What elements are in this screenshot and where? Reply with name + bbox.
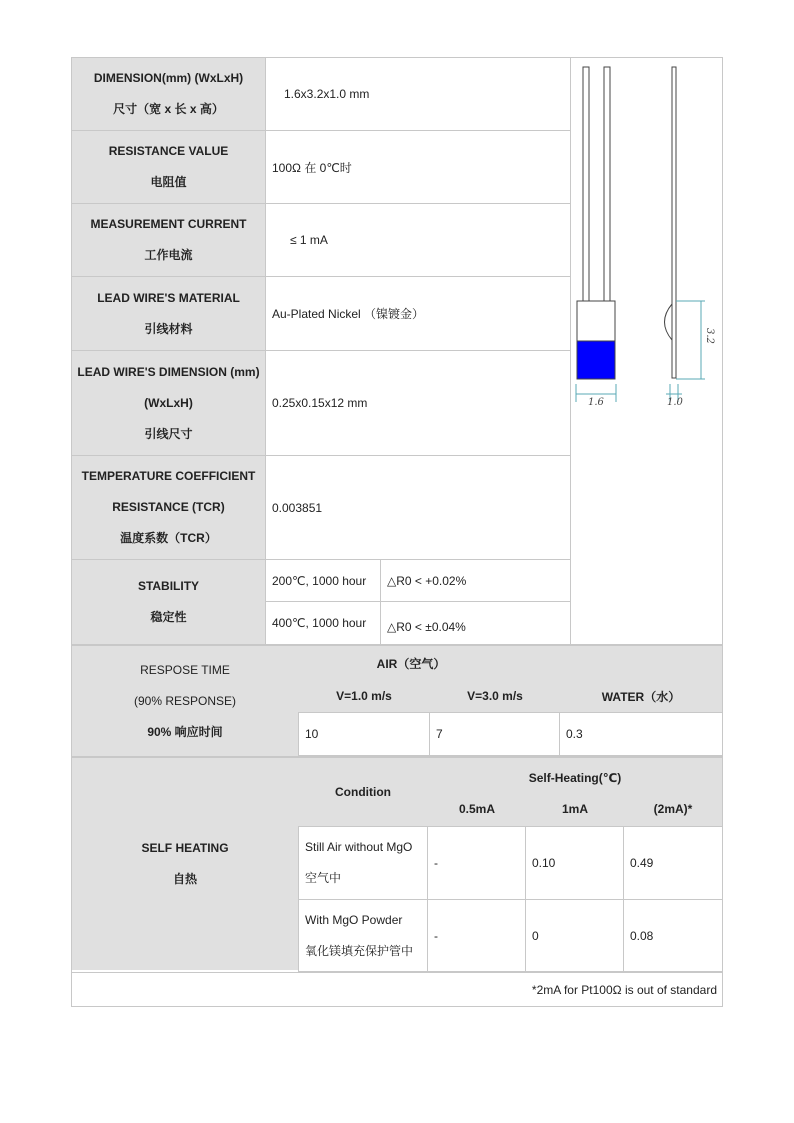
spec-label-stability: STABILITY 稳定性 (72, 560, 265, 644)
side-lead (672, 67, 676, 378)
sh-value-still-air-1ma: 0.10 (526, 826, 624, 899)
sh-value-mgo-2ma: 0.08 (624, 899, 722, 972)
sh-col-1ma: 1mA (561, 802, 588, 816)
spec-value-current: ≤ 1 mA (265, 204, 571, 277)
response-label: RESPOSE TIME (90% RESPONSE) 90% 响应时间 (72, 646, 298, 756)
height-label: 3.2 (704, 328, 715, 344)
footnote: *2mA for Pt100Ω is out of standard (72, 972, 722, 1006)
spec-label-current: MEASUREMENT CURRENT 工作电流 (72, 204, 265, 277)
spec-value-lead-dimension: 0.25x0.15x12 mm (265, 351, 571, 456)
sh-col-0-5ma: 0.5mA (458, 802, 496, 816)
condition-header: Condition (335, 785, 391, 799)
sh-condition-mgo: With MgO Powder 氧化镁填充保护管中 (298, 899, 428, 972)
sh-col-2ma: (2mA)* (653, 802, 693, 816)
chip-body (577, 301, 615, 341)
self-heating-group-header: Self-Heating(℃) (528, 771, 622, 785)
stability-condition-2: 400℃, 1000 hour (265, 602, 381, 644)
response-value-v1: 10 (298, 712, 430, 756)
spec-label-lead-material: LEAD WIRE'S MATERIAL 引线材料 (72, 277, 265, 351)
spec-label-tcr: TEMPERATURE COEFFICIENT RESISTANCE (TCR) 温度系数（TCR） (72, 456, 265, 560)
response-col-water: WATER（水） (601, 689, 681, 704)
response-value-water: 0.3 (560, 712, 722, 756)
spec-value-dimension: 1.6x3.2x1.0 mm (265, 58, 571, 131)
spec-label-lead-dimension: LEAD WIRE'S DIMENSION (mm) (WxLxH) 引线尺寸 (72, 351, 265, 456)
response-col-v1: V=1.0 m/s (336, 689, 392, 703)
response-value-v3: 7 (430, 712, 560, 756)
stability-condition-1: 200℃, 1000 hour (265, 560, 381, 602)
sensor-drawing (571, 58, 722, 644)
sh-value-still-air-2ma: 0.49 (624, 826, 722, 899)
front-lead-left (583, 67, 589, 302)
response-col-v3: V=3.0 m/s (467, 689, 523, 703)
width-label: 1.6 (588, 397, 604, 408)
stability-drift-1: △R0 < +0.02% (381, 560, 571, 602)
front-lead-right (604, 67, 610, 302)
chip-element (577, 341, 615, 379)
self-heating-label: SELF HEATING 自热 (72, 758, 298, 970)
spec-value-lead-material: Au-Plated Nickel （镍镀金） (265, 277, 571, 351)
thickness-label: 1.0 (667, 397, 683, 408)
sh-value-still-air-0-5ma: - (428, 826, 526, 899)
spec-label-dimension: DIMENSION(mm) (WxLxH) 尺寸（宽 x 长 x 高） (72, 58, 265, 131)
spec-value-tcr: 0.003851 (265, 456, 571, 560)
sh-value-mgo-0-5ma: - (428, 899, 526, 972)
spec-value-resistance: 100Ω 在 0℃时 (265, 131, 571, 204)
stability-drift-2: △R0 < ±0.04% (381, 602, 571, 644)
spec-label-resistance: RESISTANCE VALUE 电阻值 (72, 131, 265, 204)
side-bulge (665, 304, 673, 340)
air-header: AIR（空气） (376, 656, 446, 671)
sensor-drawing-svg (571, 58, 722, 644)
sh-value-mgo-1ma: 0 (526, 899, 624, 972)
sh-condition-still-air: Still Air without MgO 空气中 (298, 826, 428, 899)
